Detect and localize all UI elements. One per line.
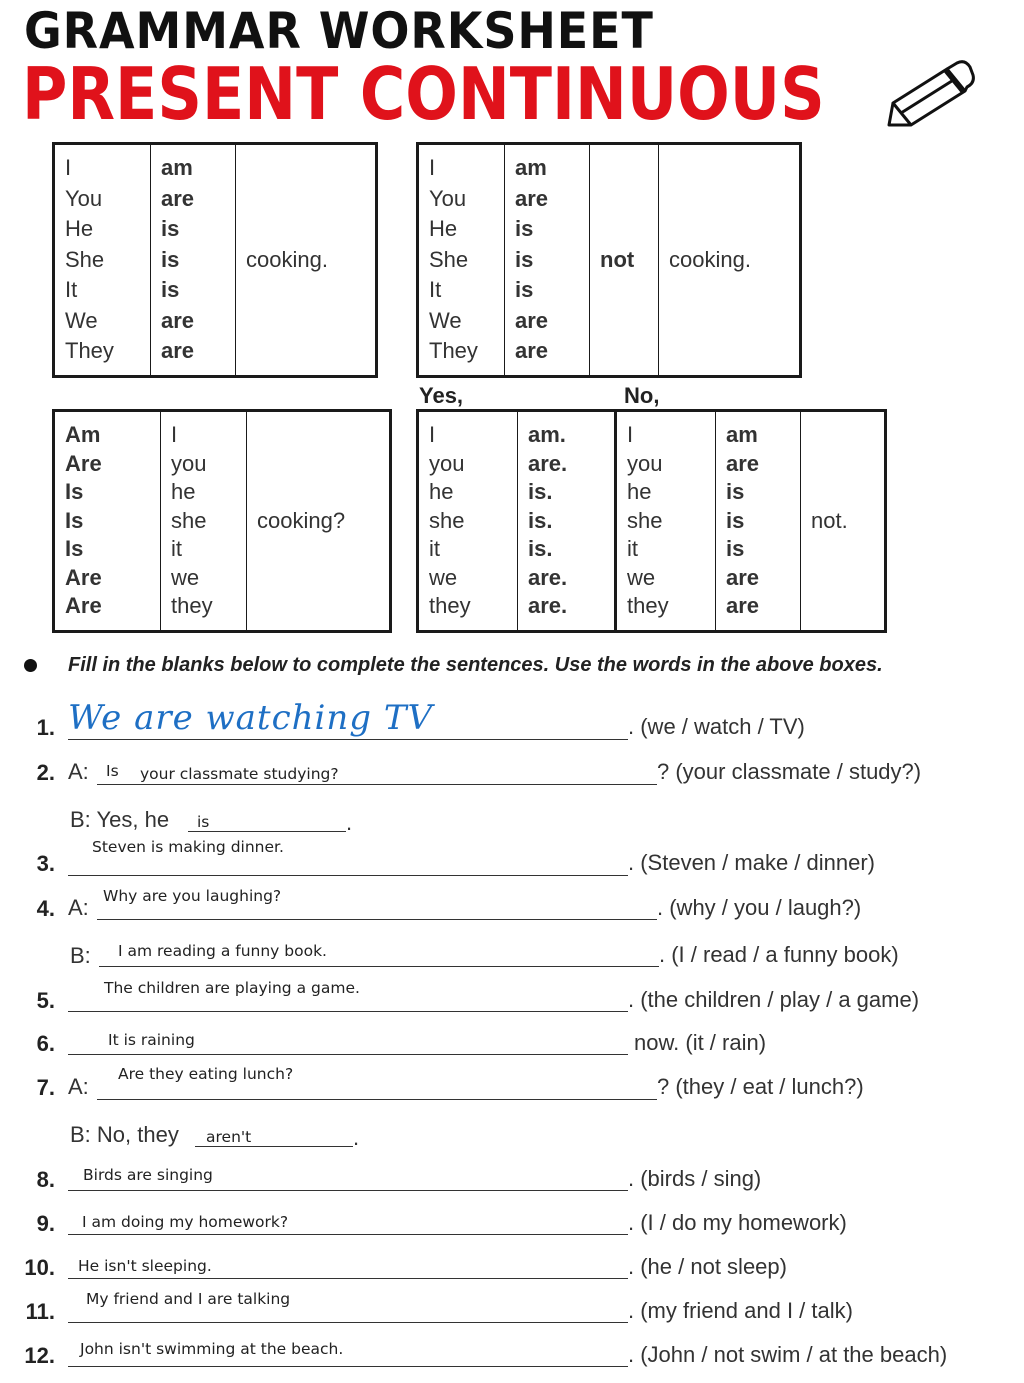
answer-text: We are watching TV [68,698,434,738]
verb: is. [528,536,553,562]
verb: are [161,307,195,333]
question-hint: . (Steven / make / dinner) [628,850,875,875]
question-number: 2. [36,760,55,785]
question-number: 12. [24,1343,55,1368]
speaker-label: A: [68,759,89,784]
answer-text: your classmate studying? [140,765,339,783]
affirmative-ending: cooking. [236,144,377,377]
question-hint: . (birds / sing) [628,1166,762,1191]
verb: am [515,155,547,181]
no-ending: not. [801,411,886,632]
question-hint: . (John / not swim / at the beach) [628,1342,948,1367]
subject: We [429,307,462,333]
answer-text: Why are you laughing? [103,887,282,905]
answer-text: It is raining [108,1031,195,1049]
verb: Am [65,421,101,447]
subject: we [171,564,200,590]
verb: is. [528,479,553,505]
subject: she [627,507,663,533]
worksheet-subtitle: PRESENT CONTINUOUS [22,52,825,136]
answer-blank[interactable] [68,875,628,876]
negative-verbs [505,144,590,377]
subject: It [429,277,442,303]
question-table [52,409,392,633]
answer-blank[interactable] [68,1234,628,1235]
verb: is [161,246,180,272]
answer-text: Are they eating lunch? [118,1065,294,1083]
verb: Are [65,564,102,590]
question-number: 10. [24,1255,55,1280]
negative-ending: cooking. [659,144,801,377]
subject: you [429,450,465,476]
verb: am. [528,421,566,447]
question-number: 3. [36,851,55,876]
subject: We [65,307,98,333]
verb: is [726,479,745,505]
answer-text: John isn't swimming at the beach. [80,1340,344,1358]
subject: it [429,536,440,562]
subject: They [429,338,478,364]
subject: He [65,216,94,242]
verb: is [515,277,534,303]
subject: they [429,593,471,619]
verb: am [161,155,193,181]
question-number: 4. [36,896,55,921]
short-answers-table [416,409,887,633]
question-number: 7. [36,1075,55,1100]
negative-subjects [418,144,505,377]
question-hint: ? (they / eat / lunch?) [657,1074,864,1099]
verb: are [161,185,195,211]
verb: is [161,277,180,303]
verb: are. [528,564,568,590]
yes-subjects [418,411,518,632]
subject: She [429,246,469,272]
question-number: 9. [36,1211,55,1236]
subject: she [429,507,465,533]
no-label: No, [624,383,660,408]
worksheet-title: GRAMMAR WORKSHEET [24,2,654,60]
subject: you [171,450,207,476]
affirmative-subjects [54,144,151,377]
verb: is [726,507,745,533]
verb: is [515,246,534,272]
answer-text: is [197,813,210,831]
question-hint: . (I / do my homework) [628,1210,847,1235]
subject: it [171,536,182,562]
answer-blank[interactable] [188,831,346,832]
answer-text: aren't [206,1128,252,1146]
verb: Is [65,536,84,562]
answer-text: My friend and I are talking [86,1290,291,1308]
subject: they [171,593,213,619]
affirmative-verbs [151,144,236,377]
verb: is [726,536,745,562]
no-subjects [616,411,716,632]
subject: You [429,185,467,211]
question-hint: now. (it / rain) [634,1030,767,1055]
answer-text: The children are playing a game. [104,979,360,997]
answer-blank[interactable] [97,919,657,920]
answer-blank[interactable] [68,1054,628,1055]
question-ending: cooking? [247,411,391,632]
verb: Is [65,479,84,505]
subject: It [65,277,78,303]
negative-not: not [590,144,659,377]
subject: I [429,155,436,181]
subject: we [429,564,458,590]
subject: She [65,246,105,272]
verb: are [726,564,760,590]
answer-blank[interactable] [68,1322,628,1323]
instructions: Fill in the blanks below to complete the sentences. Use the words in the above boxes. [68,654,883,676]
subject: it [627,536,638,562]
yes-label: Yes, [419,383,464,408]
subject: They [65,338,114,364]
speaker-label: B: No, they [70,1122,179,1147]
question-hint: ? (your classmate / study?) [657,759,922,784]
subject: I [171,421,178,447]
subject: I [627,421,634,447]
answer-blank[interactable] [195,1146,353,1147]
no-verbs [716,411,801,632]
question-verbs [54,411,161,632]
answer-text: Birds are singing [83,1166,213,1184]
verb: are [515,338,549,364]
answer-text: Is [106,762,119,780]
subject: he [171,479,196,505]
subject: He [429,216,458,242]
answer-text: I am doing my homework? [82,1213,289,1231]
answer-text: He isn't sleeping. [78,1257,212,1275]
answer-text: I am reading a funny book. [118,942,327,960]
subject: You [65,185,103,211]
verb: are [161,338,195,364]
subject: he [627,479,652,505]
subject: she [171,507,207,533]
question-hint: . (he / not sleep) [628,1254,787,1279]
answer-text: Steven is making dinner. [92,838,284,856]
speaker-label: A: [68,895,89,920]
question-hint: . (why / you / laugh?) [657,895,862,920]
subject: I [429,421,436,447]
verb: are [726,450,760,476]
answer-blank[interactable] [97,1099,657,1100]
answer-blank[interactable] [97,784,657,785]
verb: Is [65,507,84,533]
verb: is [515,216,534,242]
question-hint: . (I / read / a funny book) [659,942,899,967]
question-number: 8. [36,1167,55,1192]
sentence-end: . [346,810,353,835]
affirmative-table [52,142,378,378]
answer-blank[interactable] [68,1278,628,1279]
answer-blank[interactable] [68,739,628,740]
verb: are. [528,593,568,619]
subject: he [429,479,454,505]
verb: are. [528,450,568,476]
bullet-icon [24,659,37,672]
verb: Are [65,450,102,476]
question-subjects [161,411,247,632]
pencil-icon [885,55,975,130]
verb: are [515,307,549,333]
question-hint: . (the children / play / a game) [628,987,920,1012]
subject: you [627,450,663,476]
verb: is. [528,507,553,533]
answer-blank[interactable] [68,1011,628,1012]
answer-blank[interactable] [99,966,659,967]
subject: we [627,564,656,590]
negative-table [416,142,802,378]
verb: am [726,421,758,447]
answer-blank[interactable] [68,1190,628,1191]
speaker-label: A: [68,1074,89,1099]
question-hint: . (we / watch / TV) [628,714,805,739]
speaker-label: B: Yes, he [70,807,170,832]
question-number: 1. [36,715,55,740]
verb: is [161,216,180,242]
subject: I [65,155,72,181]
verb: are [515,185,549,211]
yes-verbs [518,411,616,632]
verb: are [726,593,760,619]
subject: they [627,593,669,619]
answer-blank[interactable] [68,1366,628,1367]
speaker-label: B: [70,943,91,968]
verb: Are [65,593,102,619]
question-hint: . (my friend and I / talk) [628,1298,853,1323]
question-number: 5. [36,988,55,1013]
question-number: 6. [36,1031,55,1056]
sentence-end: . [353,1125,360,1150]
question-number: 11. [25,1299,55,1324]
